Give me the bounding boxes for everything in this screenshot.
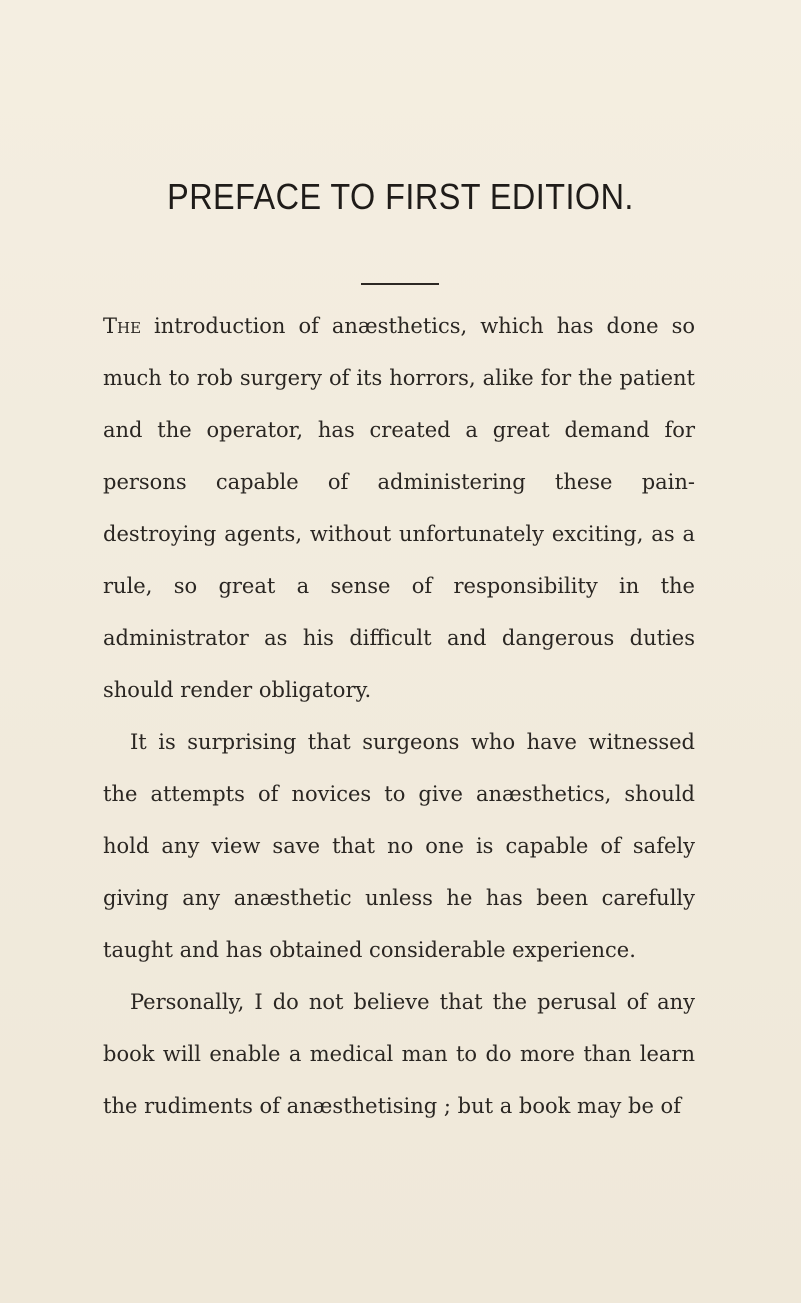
opening-word: The bbox=[103, 314, 142, 338]
paragraph-2: It is surprising that surgeons who have witnessed the attempts of novices to give anæsthetics, should hold any view save that no one is capable of safely giving any anæsthetic unless he has been carefully taught and has obtained considerable experience. bbox=[103, 730, 695, 962]
paragraph-1 bbox=[103, 300, 695, 716]
paragraph-1-text: introduction of anæsthetics, which has done so much to rob surgery of its horrors, alike for the patient and the operator, has created a great demand for persons capable of administering these pain-destroying agents, without unfortunately exciting, as a rule, so great a sense of responsibility in the administrator as his difficult and dangerous duties should render obligatory. bbox=[103, 314, 695, 702]
title-divider bbox=[361, 283, 439, 285]
preface-text bbox=[103, 300, 695, 1132]
paragraph-3: Personally, I do not believe that the perusal of any book will enable a medical man to do more than learn the rudiments of anæsthetising ; but a book may be of bbox=[103, 990, 695, 1118]
page-title: PREFACE TO FIRST EDITION. bbox=[167, 176, 634, 217]
